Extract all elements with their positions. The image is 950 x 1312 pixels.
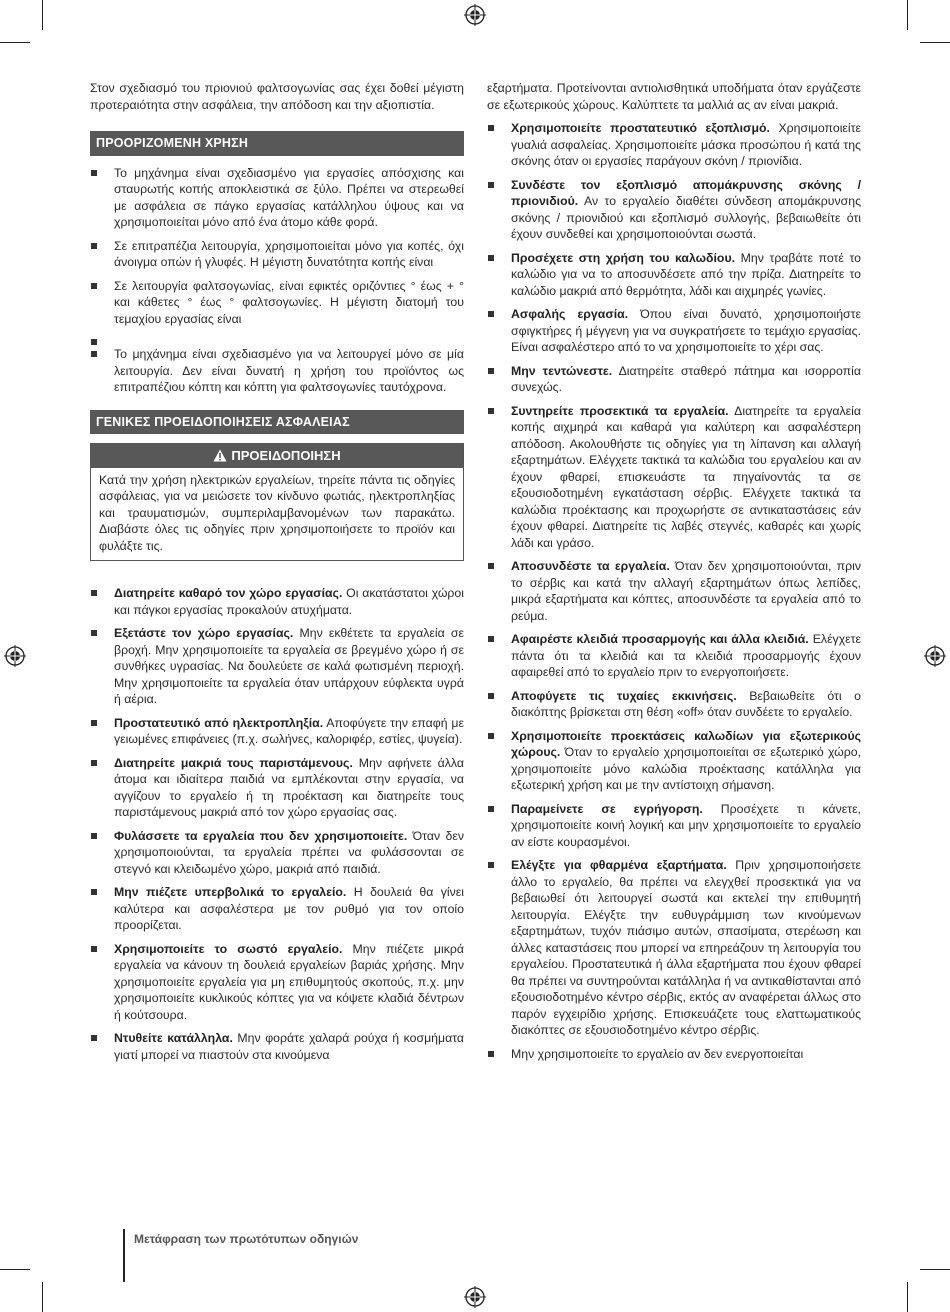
safety-item-title: Αποφύγετε τις τυχαίες εκκινήσεις. [511, 688, 737, 703]
safety-item-title: Παραμείνετε σε εγρήγορση. [511, 801, 703, 816]
safety-item [90, 625, 464, 708]
safety-item-title: Φυλάσσετε τα εργαλεία που δεν χρησιμοποιείτε. [114, 828, 408, 843]
list-item: Το μηχάνημα είναι σχεδιασμένο για να λειτουργεί μόνο σε μία λειτουργία. Δεν είναι δυνατή η χρήση του προϊόντος ως επιτραπέζιου κόπτη και κόπτη για φαλτσογωνίες ταυτόχρονα. [90, 346, 464, 396]
continuation-paragraph: εξαρτήματα. Προτείνονται αντιολισθητικά υποδήματα όταν εργάζεστε σε εξωτερικούς χώρους. Καλύπτετε τα μαλλιά ας αν είναι μακριά. [487, 81, 861, 112]
safety-item [487, 306, 861, 356]
registration-mark-icon [464, 4, 486, 26]
safety-item [487, 250, 861, 300]
safety-item-text: Όταν δεν χρησιμοποιούνται, τα εργαλεία πρέπει να φυλάσσονται σε στεγνό και κλειδωμένο χώρο, μακριά από παιδιά. [114, 828, 464, 876]
safety-item-title: Μην τεντώνεστε. [511, 363, 613, 378]
safety-item-text: Όταν το εργαλείο χρησιμοποιείται σε εξωτερικό χώρο, χρησιμοποιείτε μόνο καλώδια προέκτασης κατάλληλα για εξωτερική χρήση και με την αντίστοιχη σήμανση. [511, 745, 861, 792]
crop-mark [920, 42, 950, 43]
safety-item-text: Διατηρείτε τα εργαλεία κοπής αιχμηρά και καθαρά για καλύτερη και ασφαλέστερη απόδοση. Ακολουθήστε τις οδηγίες για τη λίπανση και αλλαγή εξαρτημάτων. Ελέγχετε τακτικά τα καλώδια του εργαλείου και αν έχουν φθαρεί, επισκευάστε τα πηγαίνοντάς τα σε εξουσιοδοτημένη εγκατάσταση σέρβις. Ελέγχετε τακτικά τα καλώδια προέκτασης και προχωρήστε σε αντικαταστάσεις εάν έχουν φθαρεί. Διατηρείτε τις λαβές στεγνές, καθαρές και χωρίς λάδι και γράσο. [511, 403, 861, 550]
warning-header [91, 444, 463, 468]
safety-item-text: Όταν δεν χρησιμοποιούνται, πριν το σέρβις και κατά την αλλαγή εξαρτημάτων όπως λεπίδες, μικρά εξαρτήματα και κόπτες, αποσυνδέστε τα εργαλεία από το ρεύμα. [511, 559, 862, 623]
safety-item [90, 715, 464, 748]
safety-item-text: Ελέγχετε πάντα ότι τα κλειδιά και τα κλειδιά προσαρμογής έχουν αφαιρεθεί από το εργαλείο πριν το ενεργοποιήσετε. [511, 632, 861, 679]
safety-item-text: Όπου είναι δυνατό, χρησιμοποιήστε σφιγκτήρες ή μέγγενη για να συγκρατήσετε το τεμάχιο εργασίας. Είναι ασφαλέστερο από το να χρησιμοποιείτε το χέρι σας. [511, 307, 861, 354]
safety-item-title: Χρησιμοποιείτε προστατευτικό εξοπλισμό. [511, 121, 770, 135]
safety-item-text: Βεβαιωθείτε ότι ο διακόπτης βρίσκεται στη θέση «off» όταν συνδέετε το εργαλείο. [511, 688, 861, 719]
safety-item-text: Αποφύγετε την επαφή με γειωμένες επιφάνειες (π.χ. σωλήνες, καλοριφέρ, εστίες, ψυγεία). [114, 715, 464, 746]
list-item: Σε λειτουργία φαλτσογωνίας, είναι εφικτές οριζόντιες ° έως + ° και κάθετες ° έως ° φαλτσογωνίες. Η μέγιστη διατομή του τεμαχίου εργασίας είναι [90, 278, 464, 328]
list-item: Σε επιτραπέζια λειτουργία, χρησιμοποιείται μόνο για κοπές, όχι άνοιγμα οπών ή γλυφές. Η μέγιστη δυνατότητα κοπής είναι [90, 238, 464, 271]
registration-mark-icon [924, 645, 946, 667]
safety-item [90, 941, 464, 1024]
footer-rule [123, 1229, 125, 1282]
warning-text: Κατά την χρήση ηλεκτρικών εργαλείων, τηρείτε πάντα τις οδηγίες ασφάλειας, για να μειώσετε τον κίνδυνο φωτιάς, ηλεκτροπληξίας και τραυματισμών, συμπεριλαμβανομένων των παρακάτω. Διαβάστε όλες τις οδηγίες πριν χρησιμοποιήσετε το προϊόν και φυλάξτε τις. [99, 472, 455, 553]
warning-box [90, 443, 464, 561]
safety-item [90, 755, 464, 821]
safety-item-title: Διατηρείτε καθαρό τον χώρο εργασίας. [114, 586, 343, 600]
safety-item-text: Αν το εργαλείο διαθέτει σύνδεση απομάκρυνσης σκόνης / πριονιδιού και εξοπλισμό συλλογής, βεβαιωθείτε ότι έχουν συνδεθεί και χρησιμοποιούνται σωστά. [511, 194, 861, 241]
crop-mark [42, 0, 43, 30]
safety-item-title: Συντηρείτε προσεκτικά τα εργαλεία. [511, 403, 729, 418]
safety-item [487, 857, 861, 1039]
safety-item [487, 728, 861, 794]
safety-list-left [90, 585, 464, 1063]
safety-item-title: Προστατευτικό από ηλεκτροπληξία. [114, 715, 324, 730]
crop-mark [0, 42, 30, 43]
safety-item-title: Μην πιέζετε υπερβολικά το εργαλείο. [114, 885, 347, 899]
safety-item [487, 631, 861, 681]
safety-item-text: Προσέχετε τι κάνετε, χρησιμοποιείτε κοινή λογική και μην χρησιμοποιείτε το εργαλείο αν είστε κουρασμένοι. [511, 801, 861, 849]
safety-item-text: Μην φοράτε χαλαρά ρούχα ή κοσμήματα γιατί μπορεί να πιαστούν στα κινούμενα [114, 1031, 465, 1062]
safety-item-text: Μην πιέζετε μικρά εργαλεία να κάνουν τη δουλειά εργαλείων βαριάς χρήσης. Μην χρησιμοποιείτε εργαλεία για μη επιθυμητούς σκοπούς, π.χ. μην χρησιμοποιείτε κυκλικούς κόπτες για να κόψετε κλαδιά δέντρων ή κούτσουρα. [114, 941, 464, 1022]
crop-mark [42, 1282, 43, 1312]
footer-caption: Μετάφραση των πρωτότυπων οδηγιών [134, 1232, 359, 1246]
safety-item [90, 585, 464, 618]
left-column [90, 80, 464, 1070]
safety-item [487, 1046, 861, 1063]
safety-item [487, 363, 861, 396]
safety-item-text: Οι ακατάστατοι χώροι και πάγκοι εργασίας προκαλούν ατυχήματα. [114, 586, 464, 617]
safety-item-title: Εξετάστε τον χώρο εργασίας. [114, 626, 294, 640]
safety-item-title: Αποσυνδέστε τα εργαλεία. [511, 559, 670, 573]
safety-item-title: Προσέχετε στη χρήση του καλωδίου. [511, 250, 736, 265]
safety-item-text: Μην χρησιμοποιείτε το εργαλείο αν δεν ενεργοποιείται [511, 1046, 804, 1061]
safety-item-text: Πριν χρησιμοποιήσετε άλλο το εργαλείο, θα πρέπει να ελεγχθεί προσεκτικά για να βεβαιωθεί ότι λειτουργεί σωστά και εκτελεί την επιθυμητή λειτουργία. Ελέγξτε την ευθυγράμμιση των κινούμενων εξαρτημάτων, τυχόν πιάσιμο αυτών, σπασίματα, στερέωση και άλλες καταστάσεις που μπορεί να επηρεάζουν τη λειτουργία του εργαλείου. Προστατευτικά ή άλλα εξαρτήματα που έχουν φθαρεί θα πρέπει να συντηρούνται κατάλληλα ή να αντικαθίστανται από εξουσιοδοτημένο κέντρο σέρβις, εκτός αν αναφέρεται άλλως στο παρόν εγχειρίδιο χρήσης. Επισκευάζετε τους ελαττωματικούς διακόπτες σε εξουσιοδοτημένο κέντρο σέρβις. [511, 858, 861, 1037]
safety-item-text: Μην αφήνετε άλλα άτομα και ιδιαίτερα παιδιά να εμπλέκονται στην εργασία, να αγγίζουν το εργαλείο ή τη προέκταση και διατηρείτε τους παριστάμενους μακριά από τον χώρο εργασίας σας. [114, 755, 465, 819]
registration-mark-icon [464, 1286, 486, 1308]
intro-paragraph: Στον σχεδιασμό του πριονιού φαλτσογωνίας σας έχει δοθεί μέγιστη προτεραιότητα στην ασφάλεια, την απόδοση και την αξιοπιστία. [90, 81, 464, 112]
crop-mark [907, 1282, 908, 1312]
safety-item-title: Ασφαλής εργασία. [511, 307, 629, 321]
crop-mark [920, 1269, 950, 1270]
registration-mark-icon [4, 645, 26, 667]
safety-item [487, 558, 861, 624]
safety-item-title: Συνδέστε τον εξοπλισμό απομάκρυνσης σκόνης / πριονιδιού. [511, 177, 861, 208]
safety-item-title: Χρησιμοποιείτε προεκτάσεις καλωδίων για εξωτερικούς χώρους. [511, 728, 861, 759]
safety-item-text: Μην τραβάτε ποτέ το καλώδιο για να το αποσυνδέσετε από την πρίζα. Διατηρείτε το καλώδιο μακριά από θερμότητα, λάδι και αιχμηρές γωνίες. [511, 250, 861, 298]
safety-item [487, 801, 861, 851]
safety-item-text: Χρησιμοποιείτε γυαλιά ασφαλείας. Χρησιμοποιείτε μάσκα προσώπου ή κατά της σκόνης όταν οι εργασίες παράγουν σκόνη / πριονίδια. [511, 121, 861, 168]
intended-use-list [90, 165, 464, 396]
safety-item [90, 828, 464, 878]
safety-item-title: Ντυθείτε κατάλληλα. [114, 1031, 233, 1045]
blank-spacer [90, 334, 464, 346]
list-item: Το μηχάνημα είναι σχεδιασμένο για εργασίες απόσχισης και σταυρωτής κοπής αποκλειστικά σε ξύλο. Πρέπει να στερεωθεί με ασφάλεια σε πάγκο εργασίας κατάλληλου ύψους και να χρησιμοποιείται μόνο από ένα άτομο κάθε φορά. [90, 165, 464, 231]
safety-item-text: Η δουλειά θα γίνει καλύτερα και ασφαλέστερα με τον ρυθμό για τον οποίο προορίζεται. [114, 885, 464, 932]
safety-list-right [487, 120, 861, 1062]
safety-item [487, 120, 861, 170]
safety-item-title: Ελέγξτε για φθαρμένα εξαρτήματα. [511, 858, 727, 872]
general-warnings-heading: ΓΕΝΙΚΕΣ ΠΡΟΕΙΔΟΠΟΙΗΣΕΙΣ ΑΣΦΑΛΕΙΑΣ [90, 410, 464, 435]
safety-item-title: Αφαιρέστε κλειδιά προσαρμογής και άλλα κλειδιά. [511, 632, 809, 646]
crop-mark [907, 0, 908, 30]
safety-item-text: Διατηρείτε σταθερό πάτημα και ισορροπία συνεχώς. [511, 363, 862, 394]
safety-item-title: Χρησιμοποιείτε το σωστό εργαλείο. [114, 941, 343, 956]
intended-use-heading: ΠΡΟΟΡΙΖΟΜΕΝΗ ΧΡΗΣΗ [90, 131, 464, 156]
safety-item [90, 884, 464, 934]
right-column [487, 80, 861, 1069]
warning-title: ΠΡΟΕΙΔΟΠΟΙΗΣΗ [231, 448, 341, 463]
safety-item-title: Διατηρείτε μακριά τους παριστάμενους. [114, 755, 353, 770]
crop-mark [0, 1269, 30, 1270]
safety-item [487, 688, 861, 721]
safety-item [487, 403, 861, 552]
safety-item [487, 177, 861, 243]
warning-triangle-icon [213, 449, 227, 462]
safety-item-text: Μην εκθέτετε τα εργαλεία σε βροχή. Μην χρησιμοποιείτε τα εργαλεία σε βρεγμένο χώρο ή σε συνθήκες υγρασίας. Να δουλεύετε σε καλά φωτισμένη περιοχή. Μην χρησιμοποιείτε τα εργαλεία όταν υπάρχουν εύφλεκτα υγρά ή αέρια. [114, 626, 464, 706]
safety-item [90, 1030, 464, 1063]
